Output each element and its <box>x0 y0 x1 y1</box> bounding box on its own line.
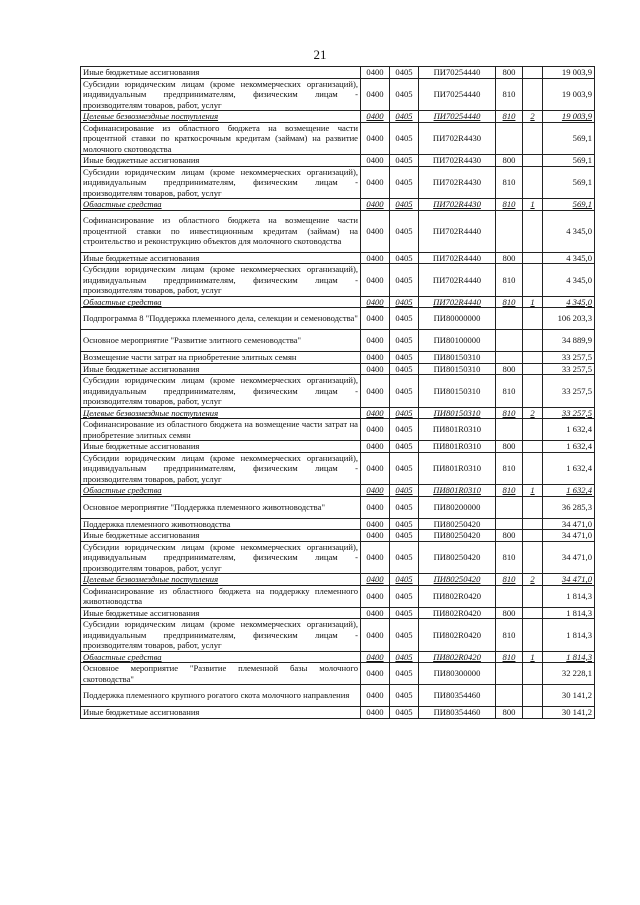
pr-code: 0405 <box>390 252 419 264</box>
pr-code: 0405 <box>390 530 419 542</box>
pr-code: 0405 <box>390 407 419 419</box>
table-row <box>81 111 595 123</box>
row-name: Иные бюджетные ассигнования <box>81 155 361 167</box>
row-name: Целевые безвозмездные поступления <box>81 111 361 123</box>
amount: 34 471,0 <box>543 574 595 586</box>
amount: 1 632,4 <box>543 419 595 441</box>
amount: 19 003,9 <box>543 111 595 123</box>
table-row <box>81 452 595 485</box>
amount: 4 345,0 <box>543 264 595 297</box>
row-name: Иные бюджетные ассигнования <box>81 530 361 542</box>
rz-code: 0400 <box>361 619 390 652</box>
pr-code: 0405 <box>390 264 419 297</box>
csr-code: ПИ80250420 <box>419 574 496 586</box>
amount: 19 003,9 <box>543 78 595 111</box>
pr-code: 0405 <box>390 585 419 607</box>
amount: 19 003,9 <box>543 67 595 79</box>
amount: 1 632,4 <box>543 441 595 453</box>
vr-code <box>496 663 523 685</box>
vr-code: 800 <box>496 363 523 375</box>
rz-code: 0400 <box>361 663 390 685</box>
amount: 1 814,3 <box>543 607 595 619</box>
page-number: 21 <box>313 47 327 62</box>
amount: 34 471,0 <box>543 541 595 574</box>
vr-code: 800 <box>496 707 523 719</box>
row-name: Софинансирование из областного бюджета на возмещение части процентной ставки по инвестиционным кредитам (займам) на строительство и реконструкцию объектов для молочного скотоводства <box>81 210 361 252</box>
row-name: Иные бюджетные ассигнования <box>81 363 361 375</box>
amount: 33 257,5 <box>543 363 595 375</box>
csr-code: ПИ702R4430 <box>419 122 496 155</box>
csr-code: ПИ80250420 <box>419 518 496 530</box>
rz-code: 0400 <box>361 296 390 308</box>
source-code <box>523 663 543 685</box>
csr-code: ПИ80150310 <box>419 363 496 375</box>
pr-code: 0405 <box>390 166 419 199</box>
vr-code: 810 <box>496 452 523 485</box>
amount: 106 203,3 <box>543 308 595 330</box>
table-row <box>81 530 595 542</box>
row-name: Иные бюджетные ассигнования <box>81 707 361 719</box>
table-row <box>81 485 595 497</box>
row-name: Субсидии юридическим лицам (кроме некоммерческих организаций), индивидуальным предпринимателям, физическим лицам - производителям товаров, работ, услуг <box>81 541 361 574</box>
row-name: Основное мероприятие "Развитие племенной базы молочного скотоводства" <box>81 663 361 685</box>
pr-code: 0405 <box>390 363 419 375</box>
source-code <box>523 166 543 199</box>
rz-code: 0400 <box>361 518 390 530</box>
budget-table-body <box>81 67 595 719</box>
source-code <box>523 518 543 530</box>
vr-code <box>496 308 523 330</box>
amount: 1 632,4 <box>543 485 595 497</box>
pr-code: 0405 <box>390 452 419 485</box>
csr-code: ПИ702R4440 <box>419 264 496 297</box>
source-code <box>523 541 543 574</box>
source-code <box>523 441 543 453</box>
amount: 4 345,0 <box>543 252 595 264</box>
table-row <box>81 199 595 211</box>
vr-code <box>496 210 523 252</box>
rz-code: 0400 <box>361 419 390 441</box>
csr-code: ПИ80354460 <box>419 707 496 719</box>
amount: 1 814,3 <box>543 619 595 652</box>
source-code: 2 <box>523 407 543 419</box>
amount: 4 345,0 <box>543 210 595 252</box>
table-row <box>81 574 595 586</box>
pr-code: 0405 <box>390 308 419 330</box>
csr-code: ПИ702R4440 <box>419 296 496 308</box>
table-row <box>81 663 595 685</box>
csr-code: ПИ80150310 <box>419 375 496 408</box>
table-row <box>81 308 595 330</box>
source-code <box>523 496 543 518</box>
pr-code: 0405 <box>390 375 419 408</box>
pr-code: 0405 <box>390 199 419 211</box>
source-code <box>523 685 543 707</box>
csr-code: ПИ702R4430 <box>419 155 496 167</box>
pr-code: 0405 <box>390 419 419 441</box>
vr-code: 800 <box>496 441 523 453</box>
rz-code: 0400 <box>361 541 390 574</box>
rz-code: 0400 <box>361 496 390 518</box>
csr-code: ПИ702R4440 <box>419 252 496 264</box>
vr-code: 810 <box>496 78 523 111</box>
pr-code: 0405 <box>390 111 419 123</box>
vr-code: 800 <box>496 530 523 542</box>
vr-code: 810 <box>496 574 523 586</box>
rz-code: 0400 <box>361 685 390 707</box>
pr-code: 0405 <box>390 663 419 685</box>
rz-code: 0400 <box>361 210 390 252</box>
amount: 34 471,0 <box>543 530 595 542</box>
amount: 1 632,4 <box>543 452 595 485</box>
row-name: Софинансирование из областного бюджета на возмещение части процентной ставки по краткосрочным кредитам (займам) на развитие молочного скотоводства <box>81 122 361 155</box>
vr-code: 810 <box>496 166 523 199</box>
rz-code: 0400 <box>361 452 390 485</box>
source-code: 2 <box>523 111 543 123</box>
rz-code: 0400 <box>361 607 390 619</box>
row-name: Субсидии юридическим лицам (кроме некоммерческих организаций), индивидуальным предпринимателям, физическим лицам - производителям товаров, работ, услуг <box>81 166 361 199</box>
row-name: Основное мероприятие "Развитие элитного семеноводства" <box>81 330 361 352</box>
vr-code <box>496 352 523 364</box>
csr-code: ПИ70254440 <box>419 111 496 123</box>
csr-code: ПИ80300000 <box>419 663 496 685</box>
row-name: Подпрограмма 8 "Поддержка племенного дела, селекции и семеноводства" <box>81 308 361 330</box>
amount: 1 814,3 <box>543 585 595 607</box>
csr-code: ПИ801R0310 <box>419 485 496 497</box>
vr-code: 810 <box>496 199 523 211</box>
rz-code: 0400 <box>361 122 390 155</box>
csr-code: ПИ801R0310 <box>419 441 496 453</box>
row-name: Поддержка племенного крупного рогатого скота молочного направления <box>81 685 361 707</box>
pr-code: 0405 <box>390 78 419 111</box>
source-code: 1 <box>523 485 543 497</box>
csr-code: ПИ802R0420 <box>419 585 496 607</box>
source-code <box>523 707 543 719</box>
table-row <box>81 441 595 453</box>
source-code <box>523 330 543 352</box>
row-name: Поддержка племенного животноводства <box>81 518 361 530</box>
pr-code: 0405 <box>390 296 419 308</box>
budget-table <box>80 66 595 719</box>
amount: 30 141,2 <box>543 685 595 707</box>
vr-code <box>496 330 523 352</box>
source-code: 1 <box>523 651 543 663</box>
amount: 569,1 <box>543 166 595 199</box>
source-code <box>523 264 543 297</box>
amount: 1 814,3 <box>543 651 595 663</box>
csr-code: ПИ80250420 <box>419 530 496 542</box>
rz-code: 0400 <box>361 78 390 111</box>
row-name: Иные бюджетные ассигнования <box>81 67 361 79</box>
source-code: 2 <box>523 574 543 586</box>
vr-code: 800 <box>496 252 523 264</box>
pr-code: 0405 <box>390 330 419 352</box>
row-name: Софинансирование из областного бюджета на возмещение части затрат на приобретение элитных семян <box>81 419 361 441</box>
row-name: Областные средства <box>81 296 361 308</box>
pr-code: 0405 <box>390 607 419 619</box>
rz-code: 0400 <box>361 585 390 607</box>
row-name: Иные бюджетные ассигнования <box>81 252 361 264</box>
row-name: Субсидии юридическим лицам (кроме некоммерческих организаций), индивидуальным предпринимателям, физическим лицам - производителям товаров, работ, услуг <box>81 619 361 652</box>
table-row <box>81 375 595 408</box>
vr-code: 810 <box>496 111 523 123</box>
table-row <box>81 330 595 352</box>
csr-code: ПИ80200000 <box>419 496 496 518</box>
vr-code: 800 <box>496 607 523 619</box>
vr-code: 800 <box>496 155 523 167</box>
source-code <box>523 210 543 252</box>
csr-code: ПИ80100000 <box>419 330 496 352</box>
rz-code: 0400 <box>361 407 390 419</box>
table-row <box>81 619 595 652</box>
row-name: Областные средства <box>81 199 361 211</box>
vr-code <box>496 585 523 607</box>
csr-code: ПИ70254440 <box>419 78 496 111</box>
vr-code <box>496 518 523 530</box>
table-row <box>81 518 595 530</box>
pr-code: 0405 <box>390 496 419 518</box>
amount: 32 228,1 <box>543 663 595 685</box>
csr-code: ПИ801R0310 <box>419 419 496 441</box>
row-name: Субсидии юридическим лицам (кроме некоммерческих организаций), индивидуальным предпринимателям, физическим лицам - производителям товаров, работ, услуг <box>81 264 361 297</box>
source-code <box>523 530 543 542</box>
source-code <box>523 375 543 408</box>
amount: 33 257,5 <box>543 352 595 364</box>
table-row <box>81 685 595 707</box>
source-code <box>523 352 543 364</box>
row-name: Субсидии юридическим лицам (кроме некоммерческих организаций), индивидуальным предпринимателям, физическим лицам - производителям товаров, работ, услуг <box>81 452 361 485</box>
row-name: Субсидии юридическим лицам (кроме некоммерческих организаций), индивидуальным предпринимателям, физическим лицам - производителям товаров, работ, услуг <box>81 375 361 408</box>
source-code <box>523 419 543 441</box>
row-name: Основное мероприятие "Поддержка племенного животноводства" <box>81 496 361 518</box>
vr-code <box>496 685 523 707</box>
table-row <box>81 407 595 419</box>
pr-code: 0405 <box>390 707 419 719</box>
rz-code: 0400 <box>361 166 390 199</box>
rz-code: 0400 <box>361 264 390 297</box>
table-row <box>81 363 595 375</box>
source-code <box>523 308 543 330</box>
pr-code: 0405 <box>390 651 419 663</box>
pr-code: 0405 <box>390 122 419 155</box>
source-code <box>523 78 543 111</box>
rz-code: 0400 <box>361 574 390 586</box>
source-code: 1 <box>523 199 543 211</box>
vr-code: 810 <box>496 485 523 497</box>
pr-code: 0405 <box>390 574 419 586</box>
amount: 569,1 <box>543 155 595 167</box>
source-code <box>523 452 543 485</box>
source-code <box>523 67 543 79</box>
row-name: Иные бюджетные ассигнования <box>81 441 361 453</box>
vr-code: 810 <box>496 619 523 652</box>
csr-code: ПИ802R0420 <box>419 651 496 663</box>
row-name: Целевые безвозмездные поступления <box>81 574 361 586</box>
source-code <box>523 155 543 167</box>
pr-code: 0405 <box>390 352 419 364</box>
vr-code <box>496 419 523 441</box>
amount: 36 285,3 <box>543 496 595 518</box>
table-row <box>81 541 595 574</box>
table-row <box>81 122 595 155</box>
pr-code: 0405 <box>390 67 419 79</box>
row-name: Областные средства <box>81 485 361 497</box>
source-code <box>523 585 543 607</box>
csr-code: ПИ802R0420 <box>419 619 496 652</box>
pr-code: 0405 <box>390 485 419 497</box>
table-row <box>81 252 595 264</box>
amount: 569,1 <box>543 122 595 155</box>
vr-code <box>496 496 523 518</box>
rz-code: 0400 <box>361 707 390 719</box>
csr-code: ПИ702R4440 <box>419 210 496 252</box>
vr-code: 810 <box>496 375 523 408</box>
table-row <box>81 607 595 619</box>
pr-code: 0405 <box>390 441 419 453</box>
rz-code: 0400 <box>361 441 390 453</box>
rz-code: 0400 <box>361 330 390 352</box>
source-code <box>523 122 543 155</box>
rz-code: 0400 <box>361 308 390 330</box>
table-row <box>81 78 595 111</box>
table-row <box>81 707 595 719</box>
csr-code: ПИ80150310 <box>419 352 496 364</box>
table-row <box>81 155 595 167</box>
pr-code: 0405 <box>390 685 419 707</box>
vr-code: 810 <box>496 407 523 419</box>
amount: 30 141,2 <box>543 707 595 719</box>
vr-code: 800 <box>496 67 523 79</box>
amount: 34 889,9 <box>543 330 595 352</box>
csr-code: ПИ80250420 <box>419 541 496 574</box>
csr-code: ПИ702R4430 <box>419 199 496 211</box>
pr-code: 0405 <box>390 210 419 252</box>
vr-code: 810 <box>496 264 523 297</box>
table-row <box>81 67 595 79</box>
row-name: Возмещение части затрат на приобретение элитных семян <box>81 352 361 364</box>
table-row <box>81 166 595 199</box>
table-row <box>81 585 595 607</box>
rz-code: 0400 <box>361 252 390 264</box>
rz-code: 0400 <box>361 485 390 497</box>
amount: 33 257,5 <box>543 375 595 408</box>
csr-code: ПИ702R4430 <box>419 166 496 199</box>
row-name: Иные бюджетные ассигнования <box>81 607 361 619</box>
table-row <box>81 419 595 441</box>
amount: 34 471,0 <box>543 518 595 530</box>
rz-code: 0400 <box>361 530 390 542</box>
amount: 4 345,0 <box>543 296 595 308</box>
csr-code: ПИ80354460 <box>419 685 496 707</box>
amount: 33 257,5 <box>543 407 595 419</box>
rz-code: 0400 <box>361 111 390 123</box>
rz-code: 0400 <box>361 375 390 408</box>
table-row <box>81 264 595 297</box>
vr-code: 810 <box>496 296 523 308</box>
row-name: Субсидии юридическим лицам (кроме некоммерческих организаций), индивидуальным предпринимателям, физическим лицам - производителям товаров, работ, услуг <box>81 78 361 111</box>
table-row <box>81 651 595 663</box>
source-code <box>523 619 543 652</box>
table-row <box>81 496 595 518</box>
source-code <box>523 607 543 619</box>
source-code <box>523 363 543 375</box>
rz-code: 0400 <box>361 199 390 211</box>
vr-code <box>496 122 523 155</box>
rz-code: 0400 <box>361 67 390 79</box>
rz-code: 0400 <box>361 651 390 663</box>
vr-code: 810 <box>496 541 523 574</box>
pr-code: 0405 <box>390 518 419 530</box>
rz-code: 0400 <box>361 363 390 375</box>
table-row <box>81 352 595 364</box>
rz-code: 0400 <box>361 352 390 364</box>
vr-code: 810 <box>496 651 523 663</box>
csr-code: ПИ70254440 <box>419 67 496 79</box>
row-name: Софинансирование из областного бюджета на поддержку племенного животноводства <box>81 585 361 607</box>
csr-code: ПИ80150310 <box>419 407 496 419</box>
source-code: 1 <box>523 296 543 308</box>
source-code <box>523 252 543 264</box>
table-row <box>81 296 595 308</box>
table-row <box>81 210 595 252</box>
pr-code: 0405 <box>390 155 419 167</box>
pr-code: 0405 <box>390 541 419 574</box>
amount: 569,1 <box>543 199 595 211</box>
row-name: Областные средства <box>81 651 361 663</box>
csr-code: ПИ801R0310 <box>419 452 496 485</box>
csr-code: ПИ802R0420 <box>419 607 496 619</box>
rz-code: 0400 <box>361 155 390 167</box>
csr-code: ПИ80000000 <box>419 308 496 330</box>
pr-code: 0405 <box>390 619 419 652</box>
row-name: Целевые безвозмездные поступления <box>81 407 361 419</box>
